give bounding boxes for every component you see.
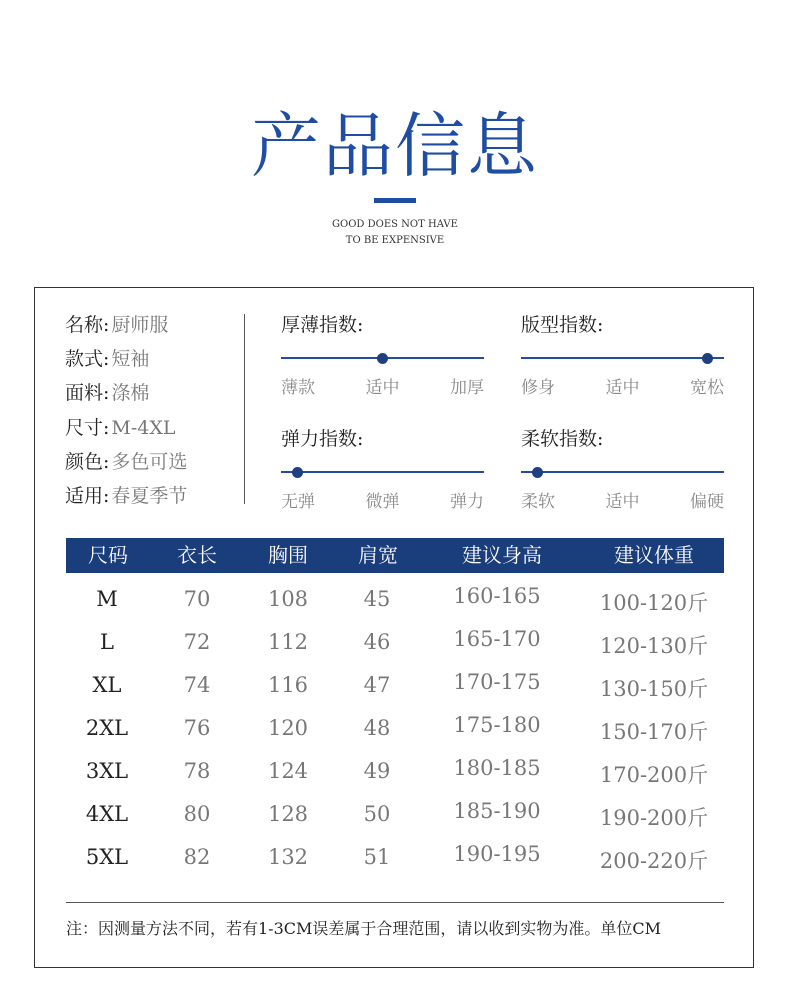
info-label: 适用:: [65, 484, 110, 507]
subtitle-line-2: TO BE EXPENSIVE: [345, 235, 445, 246]
scale-dot: [532, 467, 543, 478]
index-title: 弹力指数:: [281, 428, 364, 450]
weight-cell: 130-150斤: [599, 677, 709, 701]
scale-label-mid: 微弹: [365, 492, 400, 512]
table-row: [66, 799, 724, 845]
height-cell: 160-165: [453, 584, 541, 608]
scale-dot: [702, 353, 713, 364]
scale-label-mid: 适中: [605, 378, 640, 398]
shoulder-cell: 45: [363, 587, 391, 611]
scale-label-mid: 适中: [365, 378, 400, 398]
scale-labels: [521, 487, 724, 512]
index-title: 版型指数:: [521, 314, 604, 336]
chest-cell: 120: [267, 716, 309, 740]
scale-label-mid: 适中: [605, 492, 640, 512]
bottom-divider: [66, 902, 724, 903]
height-cell: 180-185: [453, 756, 541, 780]
header-height: 建议身高: [462, 543, 542, 567]
info-row-season: [65, 481, 235, 515]
scale-label-low: 柔软: [521, 492, 555, 512]
scale-labels: [521, 373, 724, 398]
scale-label-high: 弹力: [450, 492, 484, 512]
length-cell: 82: [183, 845, 211, 869]
info-row-style: [65, 344, 235, 378]
size-cell: 5XL: [85, 845, 129, 869]
chest-cell: 132: [267, 845, 309, 869]
table-row: [66, 627, 724, 673]
weight-cell: 170-200斤: [599, 763, 709, 787]
chest-cell: 124: [267, 759, 309, 783]
index-title: 柔软指数:: [521, 428, 604, 450]
header-length: 衣长: [177, 543, 217, 567]
info-value: 厨师服: [111, 314, 169, 336]
scale-line: [521, 357, 724, 359]
title-underline: [374, 198, 416, 203]
info-value: 春夏季节: [111, 484, 188, 507]
shoulder-cell: 47: [363, 673, 391, 697]
scale-label-high: 偏硬: [690, 492, 724, 512]
chest-cell: 112: [267, 630, 309, 654]
weight-cell: 200-220斤: [599, 849, 709, 873]
header-weight: 建议体重: [614, 543, 694, 567]
scale-dot: [292, 467, 303, 478]
length-cell: 72: [183, 630, 211, 654]
scale-label-low: 薄款: [281, 378, 315, 398]
shoulder-cell: 48: [363, 716, 391, 740]
height-cell: 190-195: [453, 842, 541, 866]
scale-label-low: 修身: [521, 378, 555, 398]
weight-cell: 120-130斤: [599, 634, 709, 658]
chest-cell: 116: [267, 673, 309, 697]
info-row-fabric: [65, 378, 235, 412]
length-cell: 74: [183, 673, 211, 697]
header-shoulder: 肩宽: [358, 543, 398, 567]
index-title: 厚薄指数:: [281, 314, 364, 336]
chest-cell: 108: [267, 587, 309, 611]
length-cell: 70: [183, 587, 211, 611]
scale-line: [521, 471, 724, 473]
scale-label-low: 无弹: [281, 492, 315, 512]
header-size: 尺码: [88, 543, 128, 567]
size-cell: 4XL: [85, 802, 129, 826]
softness-index: [521, 427, 724, 517]
scale-labels: [281, 373, 484, 398]
info-value: 短袖: [111, 348, 150, 371]
scale-label-high: 宽松: [690, 378, 724, 398]
info-value: 涤棉: [111, 382, 150, 405]
shoulder-cell: 49: [363, 759, 391, 783]
info-row-name: [65, 310, 235, 344]
size-cell: M: [96, 587, 118, 611]
table-row: [66, 756, 724, 802]
weight-cell: 150-170斤: [599, 720, 709, 744]
header-chest: 胸围: [268, 543, 308, 567]
product-info-list: [65, 310, 235, 515]
table-row: [66, 584, 724, 630]
size-cell: 2XL: [85, 716, 129, 740]
size-cell: XL: [92, 673, 122, 697]
info-label: 颜色:: [65, 450, 110, 473]
shoulder-cell: 46: [363, 630, 391, 654]
subtitle-line-1: GOOD DOES NOT HAVE: [332, 219, 458, 230]
scale-labels: [281, 487, 484, 512]
table-row: [66, 713, 724, 759]
thickness-index: [281, 313, 484, 403]
length-cell: 78: [183, 759, 211, 783]
info-value: M-4XL: [111, 416, 176, 439]
page-title: 产品信息: [251, 105, 539, 187]
weight-cell: 190-200斤: [599, 806, 709, 830]
weight-cell: 100-120斤: [599, 591, 709, 615]
size-cell: L: [100, 630, 114, 654]
shoulder-cell: 51: [363, 845, 391, 869]
shoulder-cell: 50: [363, 802, 391, 826]
length-cell: 76: [183, 716, 211, 740]
chest-cell: 128: [267, 802, 309, 826]
vertical-divider: [244, 314, 245, 504]
measurement-note: 注：因测量方法不同，若有1-3CM误差属于合理范围，请以收到实物为准。单位CM: [66, 919, 662, 938]
elasticity-index: [281, 427, 484, 517]
info-label: 款式:: [65, 348, 110, 371]
height-cell: 170-175: [453, 670, 541, 694]
scale-label-high: 加厚: [450, 378, 484, 398]
scale-line: [281, 471, 484, 473]
info-label: 名称:: [65, 314, 110, 336]
info-label: 尺寸:: [65, 416, 110, 439]
info-row-size: [65, 413, 235, 447]
length-cell: 80: [183, 802, 211, 826]
info-row-color: [65, 447, 235, 481]
size-table-header: [66, 538, 724, 573]
height-cell: 165-170: [453, 627, 541, 651]
fit-index: [521, 313, 724, 403]
height-cell: 175-180: [453, 713, 541, 737]
scale-dot: [377, 353, 388, 364]
info-label: 面料:: [65, 382, 110, 405]
table-row: [66, 842, 724, 888]
info-value: 多色可选: [111, 450, 188, 473]
size-cell: 3XL: [85, 759, 129, 783]
height-cell: 185-190: [453, 799, 541, 823]
table-row: [66, 670, 724, 716]
